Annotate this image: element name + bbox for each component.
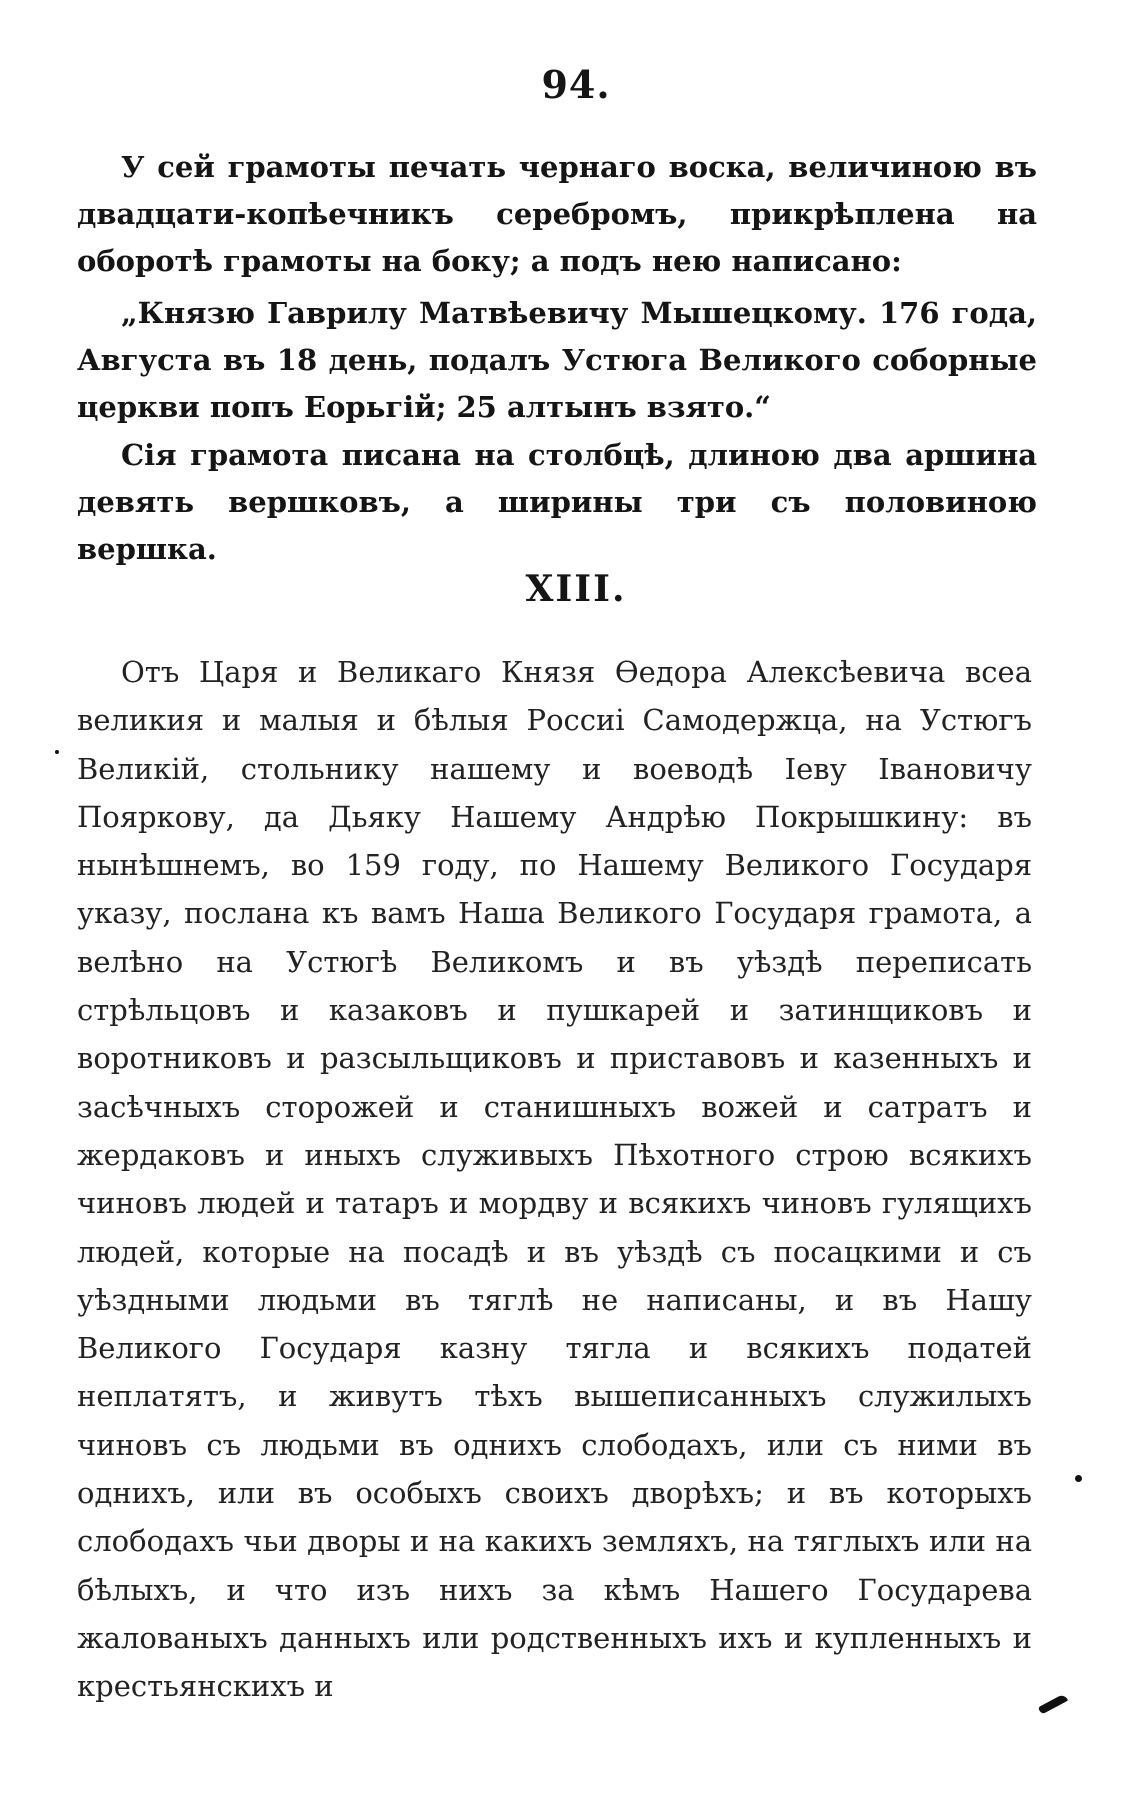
charter-text: Отъ Царя и Великаго Князя Өедора Алексѣевича всеа великия и малыя и бѣлыя Россиі Самодержца, на Устюгъ Великій, стольнику нашему и воеводѣ Іеву Івановичу Пояркову, да Дьяку Нашему Андрѣю Покрышкину: въ нынѣшнемъ, во 159 году, по Нашему Великого Государя указу, послана къ вамъ Наша Великого Государя грамота, а велѣно на Устюгѣ Великомъ и въ уѣздѣ переписать стрѣльцовъ и казаковъ и пушкарей и затинщиковъ и воротниковъ и разсыльщиковъ и приставовъ и казенныхъ и засѣчныхъ сторожей и станишныхъ вожей и сатратъ и жердаковъ и иныхъ служивыхъ Пѣхотного строю всякихъ чиновъ людей и татаръ и мордву и всякихъ чиновъ гулящихъ людей, которые на посадѣ и въ уѣздѣ съ посацкими и съ уѣздными людьми въ тяглѣ не написаны, и въ Нашу Великого Государя казну тягла и всякихъ податей неплатятъ, и живутъ тѣхъ вышеписанныхъ служилыхъ чиновъ съ людьми въ однихъ слободахъ, или съ ними въ однихъ, или въ особыхъ своихъ дворѣхъ; и въ которыхъ слободахъ чьи дворы и на какихъ земляхъ, на тяглыхъ или на бѣлыхъ, и что изъ нихъ за кѣмъ Нашего Государева жалованыхъ данныхъ или родственныхъ ихъ и купленныхъ и крестьянскихъ и [77,655,1032,1704]
page-number: 94. [541,62,611,107]
charter-description: Сія грамота писана на столбцѣ, длиною два аршина девять вершковъ, а ширины три съ половиною вершка. [77,438,1037,566]
ink-speck [55,750,59,754]
inscription-quote: „Князю Гаврилу Матвѣевичу Мышецкому. 176 года, Августа въ 18 день, подалъ Устюга Великого соборные церкви попъ Еорьгій; 25 алтынъ взято.“ [77,296,1037,424]
seal-paragraph: У сей грамоты печать чернаго воска, величиною въ двадцати-копѣечникъ серебромъ, прикрѣплена на оборотѣ грамоты на боку; а подъ нею написано: [77,150,1037,278]
ink-mark [1038,1693,1068,1714]
ink-speck [1075,1475,1082,1482]
section-heading: XIII. [525,568,627,610]
